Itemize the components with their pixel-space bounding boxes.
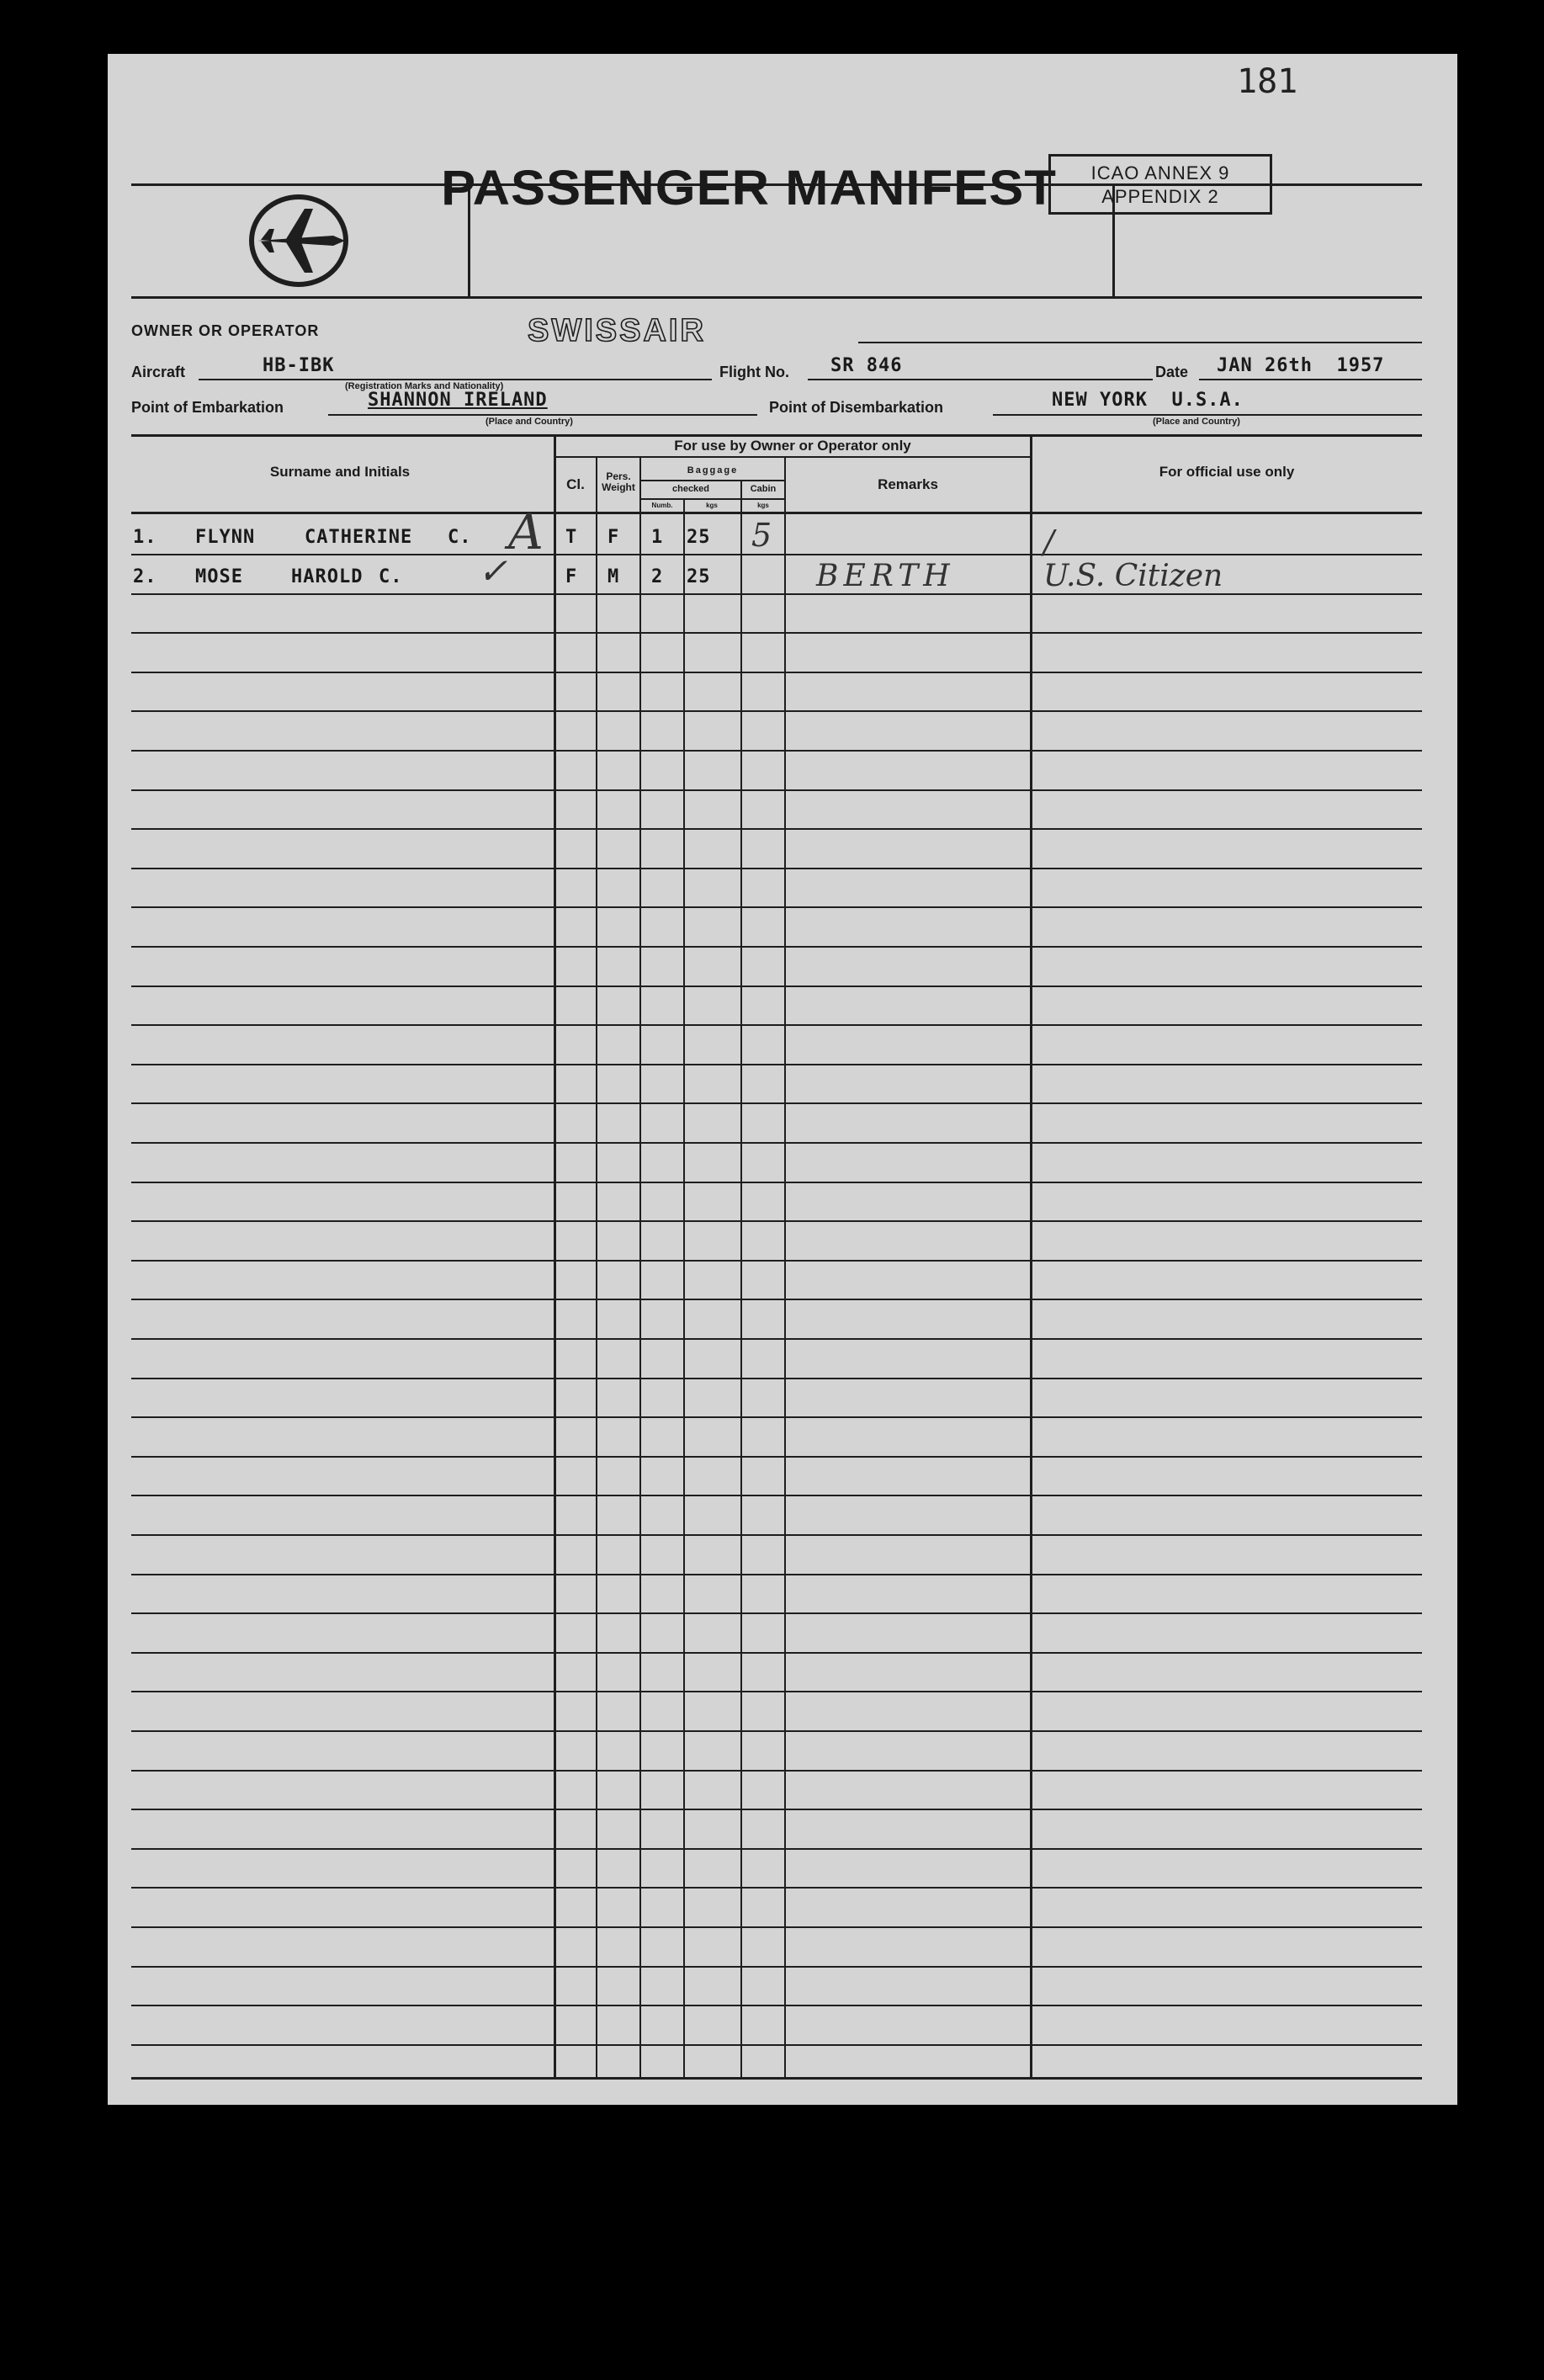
row1-number: 1. (133, 527, 157, 548)
header-owner-use: For use by Owner or Operator only (674, 438, 911, 454)
row-rule (131, 1534, 1422, 1536)
col-line-cl (596, 456, 597, 2077)
header-pers: Pers. (606, 470, 631, 482)
row2-initial: C. (379, 566, 403, 587)
row-rule (131, 1691, 1422, 1692)
row-rule (131, 1456, 1422, 1458)
row-rule (131, 1495, 1422, 1496)
col-line-weight (639, 456, 641, 2077)
row-rule (131, 632, 1422, 634)
header-weight: Weight (602, 481, 635, 493)
row1-bag-kgs: 25 (687, 527, 711, 548)
row-rule (131, 593, 1422, 595)
embarkation-caption: (Place and Country) (485, 417, 573, 427)
row-rule (131, 828, 1422, 830)
page-number: 181 (1237, 62, 1298, 101)
row-rule (131, 1770, 1422, 1772)
icao-reference-box (1048, 154, 1272, 215)
row1-mark: A (508, 503, 544, 560)
row-rule (131, 1142, 1422, 1144)
row2-bag-num: 2 (651, 566, 664, 587)
disembarkation-caption: (Place and Country) (1153, 417, 1240, 427)
header-number: Numb. (651, 502, 673, 509)
row-rule (131, 1730, 1422, 1732)
row-rule (131, 868, 1422, 869)
row-rule (131, 1926, 1422, 1928)
header-official: For official use only (1159, 464, 1295, 480)
header-cabin-kgs: kgs (757, 502, 769, 509)
row-rule (131, 750, 1422, 752)
header-pers-weight (597, 471, 639, 493)
header-cl: Cl. (566, 476, 585, 492)
row1-bag-num: 1 (651, 527, 664, 548)
row-rule (131, 554, 1422, 555)
table-header-bottom-rule (131, 512, 1422, 514)
header-cabin: Cabin (750, 484, 777, 494)
row-rule (131, 906, 1422, 908)
disembarkation-underline (993, 414, 1422, 416)
row1-class: T (565, 527, 578, 548)
row-rule (131, 1887, 1422, 1889)
date-value: JAN 26th 1957 (1217, 355, 1385, 376)
header-kgs: kgs (706, 502, 718, 509)
row1-cabin: 5 (751, 517, 772, 554)
row2-class: F (565, 566, 578, 587)
row-rule (131, 1182, 1422, 1183)
row-rule (131, 1102, 1422, 1104)
col-line-remarks (1030, 434, 1032, 2077)
disembarkation-value: NEW YORK U.S.A. (1052, 390, 1244, 411)
table-bottom-rule (131, 2077, 1422, 2080)
row2-mark: ✓ (478, 550, 508, 592)
baggage-rule (639, 480, 784, 481)
row2-given: HAROLD (291, 566, 363, 587)
row2-bag-kgs: 25 (687, 566, 711, 587)
embarkation-underline (328, 414, 757, 416)
row1-given: CATHERINE (305, 527, 413, 548)
header-baggage: Baggage (687, 465, 739, 475)
row1-weight: F (608, 527, 620, 548)
row2-number: 2. (133, 566, 157, 587)
row-rule (131, 1220, 1422, 1222)
checked-rule (639, 498, 784, 500)
row2-weight: M (608, 566, 620, 587)
row-rule (131, 1299, 1422, 1300)
row1-initial: C. (448, 527, 472, 548)
flight-underline (808, 379, 1153, 380)
date-label: Date (1155, 364, 1189, 380)
col-line-cabin (784, 456, 786, 2077)
header-checked: checked (671, 484, 710, 494)
operator-label: OWNER OR OPERATOR (131, 322, 320, 339)
row-rule (131, 1064, 1422, 1065)
row-rule (131, 1848, 1422, 1850)
header-surname: Surname and Initials (269, 464, 411, 480)
airplane-logo-icon (246, 192, 352, 290)
embarkation-label: Point of Embarkation (131, 399, 284, 416)
row1-official: / (1043, 523, 1054, 560)
row-rule (131, 1652, 1422, 1654)
aircraft-value: HB-IBK (263, 355, 335, 376)
row-rule (131, 2005, 1422, 2006)
col-line-num (683, 498, 685, 2077)
aircraft-label: Aircraft (131, 364, 186, 380)
aircraft-caption: (Registration Marks and Nationality) (345, 381, 504, 391)
row-rule (131, 1809, 1422, 1810)
row-rule (131, 985, 1422, 987)
row-rule (131, 710, 1422, 712)
row-rule (131, 1612, 1422, 1614)
row-rule (131, 946, 1422, 948)
row-rule (131, 1024, 1422, 1026)
manifest-title: PASSENGER MANIFEST (441, 161, 1057, 215)
disembarkation-label: Point of Disembarkation (769, 399, 944, 416)
row-rule (131, 2044, 1422, 2046)
flight-value: SR 846 (830, 355, 903, 376)
row-rule (131, 1966, 1422, 1968)
operator-value: SWISSAIR (528, 313, 706, 348)
owner-use-rule (554, 456, 1030, 458)
row-rule (131, 1260, 1422, 1262)
row-rule (131, 1416, 1422, 1418)
date-underline (1199, 379, 1422, 380)
col-line-surname (554, 434, 556, 2077)
row2-official: U.S. Citizen (1043, 559, 1223, 593)
row2-remarks: BERTH (816, 559, 955, 593)
row2-surname: MOSE (195, 566, 243, 587)
operator-underline (858, 342, 1422, 343)
row-rule (131, 789, 1422, 791)
header-remarks: Remarks (878, 476, 938, 492)
row-rule (131, 1378, 1422, 1379)
aircraft-underline (199, 379, 712, 380)
table-top-rule (131, 434, 1422, 437)
row1-surname: FLYNN (195, 527, 256, 548)
row-rule (131, 1338, 1422, 1340)
embarkation-value: SHANNON IRELAND (368, 390, 548, 411)
col-line-kgs (740, 480, 742, 2077)
flight-label: Flight No. (719, 364, 789, 380)
icao-line2: APPENDIX 2 (1101, 186, 1219, 207)
icao-line1: ICAO ANNEX 9 (1090, 162, 1230, 183)
header-bottom-rule (131, 296, 1422, 299)
row-rule (131, 1574, 1422, 1575)
row-rule (131, 672, 1422, 673)
